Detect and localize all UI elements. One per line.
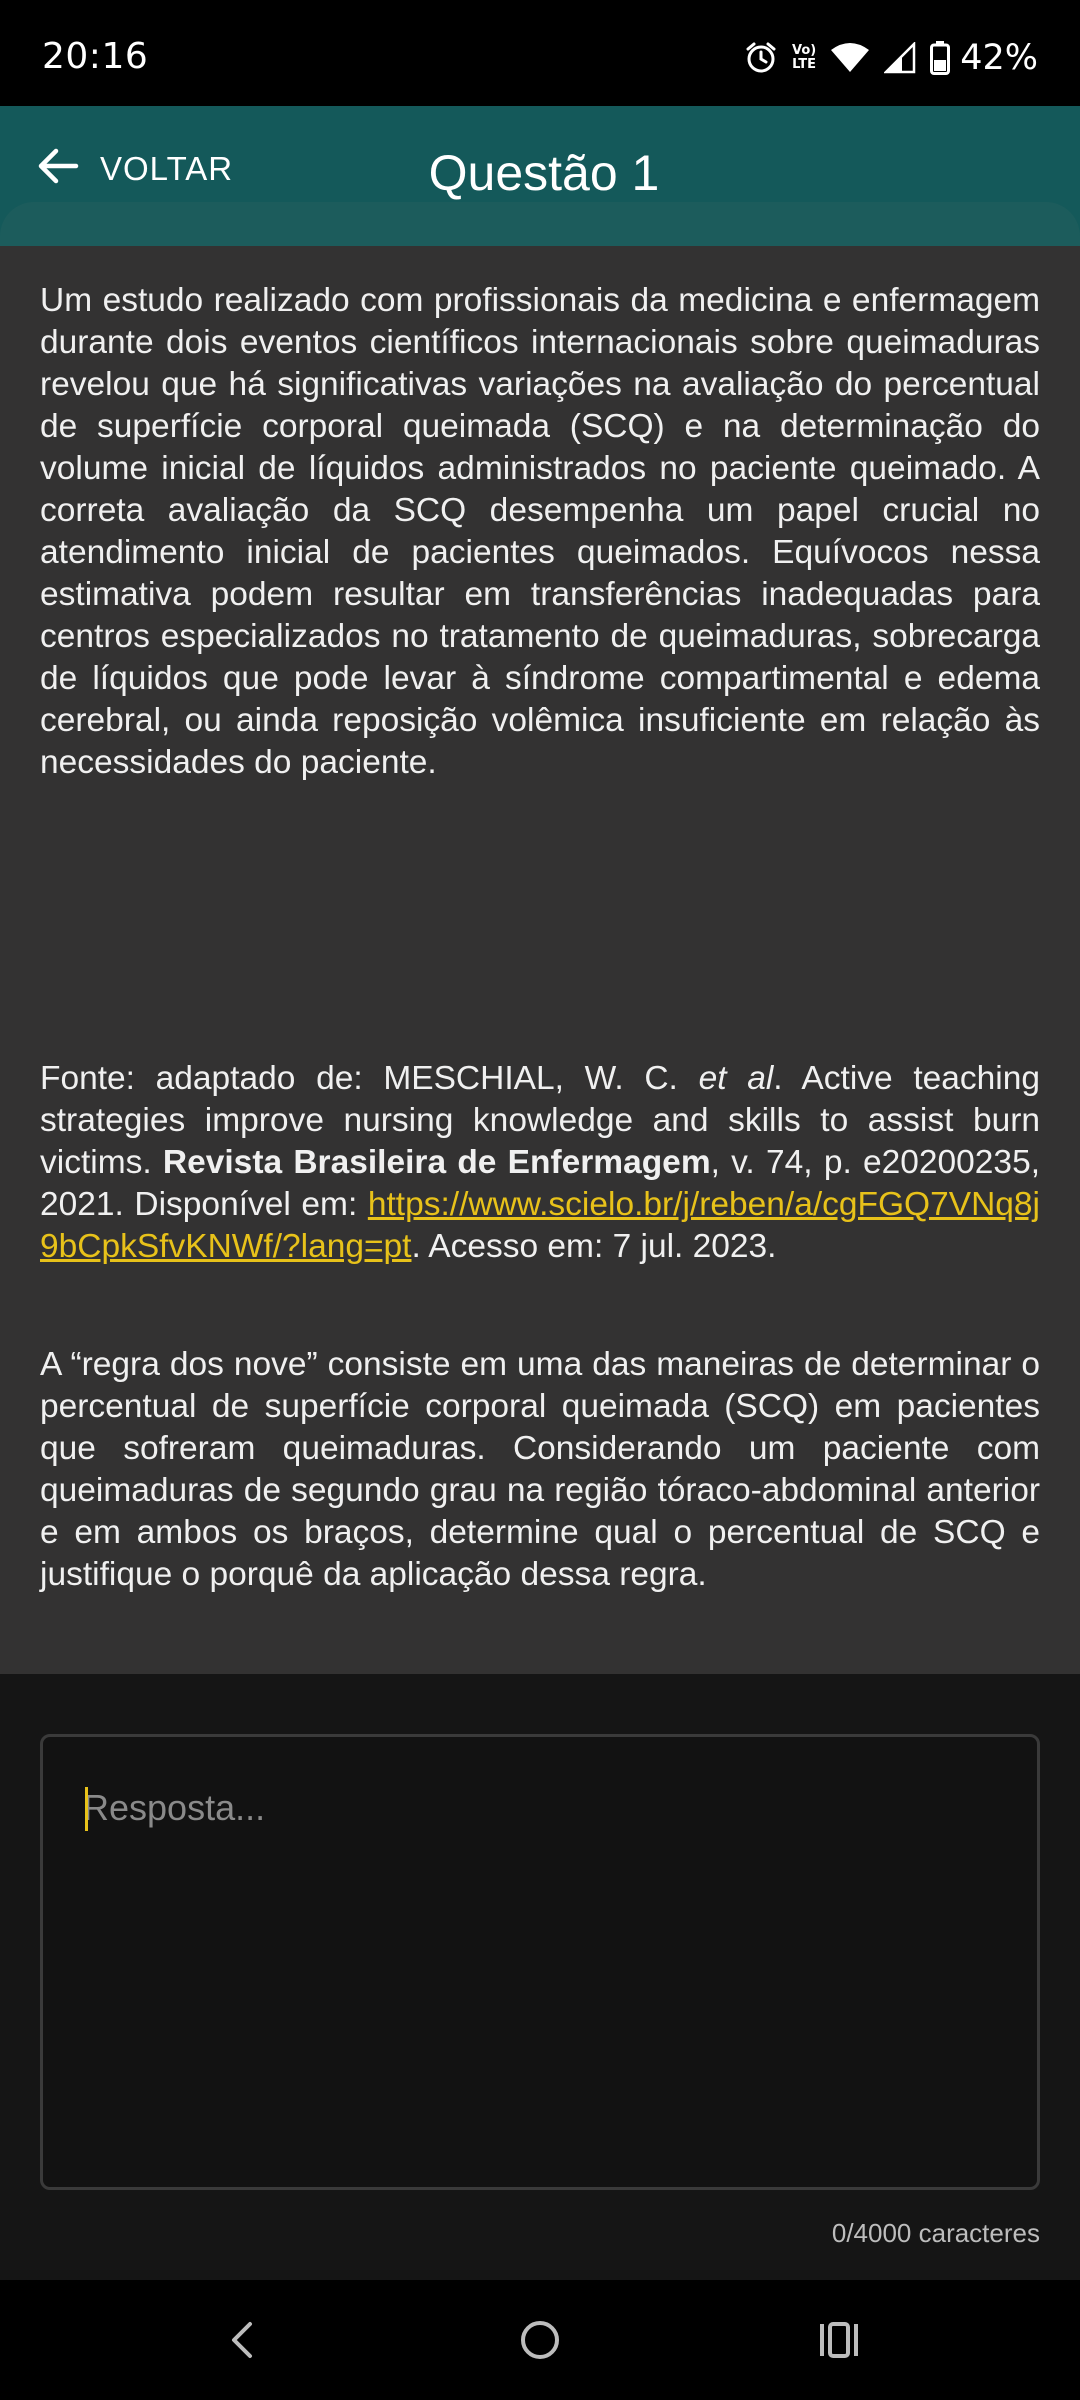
source-et-al: et al bbox=[698, 1060, 774, 1097]
status-bar bbox=[0, 0, 1080, 106]
char-counter: 0/4000 caracteres bbox=[831, 2218, 1040, 2248]
status-time: 20:16 bbox=[42, 36, 149, 77]
source-prefix: Fonte: adaptado de: MESCHIAL, W. C. bbox=[40, 1060, 699, 1097]
source-details: , v. 74, p. e20200235, 2021. Disponível em: bbox=[40, 1144, 1041, 1223]
question-card bbox=[0, 246, 1080, 1674]
volte-top-label: Vo) bbox=[791, 43, 817, 58]
source-suffix: . Acesso em: 7 jul. 2023. bbox=[411, 1228, 777, 1265]
page-title: Questão 1 bbox=[428, 145, 660, 201]
question-prompt: A “regra dos nove” consiste em uma das maneiras de determinar o percentual de superfície corporal queimada (SCQ) em pacientes que sofreram queimaduras. Considerando um paciente com queimaduras de segundo grau na região tóraco-abdominal anterior e em ambos os braços, determine qual o percentual de SCQ e justifique o porquê da aplicação dessa regra. bbox=[40, 1346, 1040, 1593]
answer-input[interactable] bbox=[43, 1737, 1037, 2187]
wifi-icon bbox=[830, 42, 870, 74]
question-intro: Um estudo realizado com profissionais da medicina e enfermagem durante dois eventos científicos internacionais sobre queimaduras revelou que há significativas variações na avaliação do percentual de superfície corporal queimada (SCQ) e na determinação do volume inicial de líquidos administrados no paciente queimado. A correta avaliação da SCQ desempenha um papel crucial no atendimento inicial de pacientes queimados. Equívocos nessa estimativa podem resultar em transferências inadequadas para centros especializados no tratamento de queimaduras, sobrecarga de líquidos que pode levar à síndrome compartimental e edema cerebral, ou ainda reposição volêmica insuficiente em relação às necessidades do paciente. bbox=[40, 282, 1040, 781]
question-source bbox=[40, 1058, 1040, 1268]
source-title: . Active teaching strategies improve nursing knowledge and skills to assist burn victims. bbox=[40, 1060, 1040, 1181]
home-nav-icon[interactable] bbox=[518, 2310, 562, 2375]
answer-box bbox=[40, 1734, 1040, 2190]
recents-nav-icon[interactable] bbox=[816, 2310, 862, 2375]
app-header bbox=[0, 106, 1080, 246]
battery-icon bbox=[930, 41, 950, 75]
header-curve bbox=[0, 202, 1080, 246]
battery-percent: 42% bbox=[960, 38, 1038, 78]
volte-icon bbox=[792, 44, 816, 72]
source-journal: Revista Brasileira de Enfermagem bbox=[162, 1144, 711, 1181]
back-nav-icon[interactable] bbox=[222, 2310, 258, 2375]
system-nav-bar bbox=[0, 2280, 1080, 2400]
signal-icon bbox=[884, 42, 916, 74]
volte-bottom-label: LTE bbox=[792, 57, 817, 72]
back-label: VOLTAR bbox=[100, 149, 234, 187]
text-caret bbox=[85, 1787, 88, 1831]
status-icons bbox=[744, 38, 1038, 78]
source-link[interactable]: https://www.scielo.br/j/reben/a/cgFGQ7VNq8j9bCpkSfvKNWf/?lang=pt bbox=[40, 1186, 1040, 1265]
alarm-icon bbox=[744, 41, 778, 75]
